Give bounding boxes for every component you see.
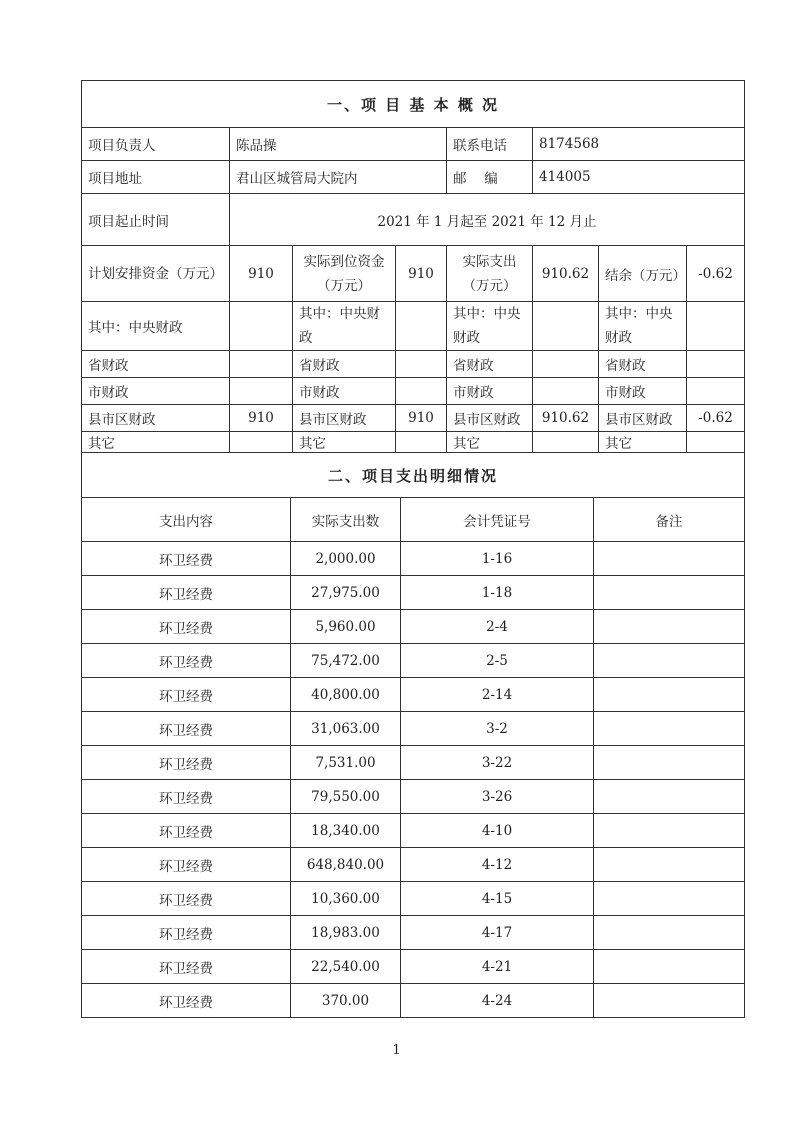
source-label: 市财政 — [447, 378, 533, 405]
table-row — [82, 882, 745, 916]
row-content: 环卫经费 — [82, 746, 291, 780]
source-label: 其它 — [599, 432, 687, 453]
table-row — [82, 576, 745, 610]
table-row — [82, 950, 745, 984]
table-row — [82, 610, 745, 644]
source-value — [687, 351, 745, 378]
source-value: -0.62 — [687, 405, 745, 432]
source-label: 其中：中央财政 — [82, 302, 230, 351]
expenditure-detail-table — [81, 452, 745, 1018]
row-note — [594, 950, 745, 984]
row-note — [594, 984, 745, 1018]
actual-expenditure-label: 实际支出（万元） — [447, 246, 533, 302]
address-label: 项目地址 — [82, 161, 230, 194]
source-label: 其它 — [82, 432, 230, 453]
row-note — [594, 678, 745, 712]
source-value: 910 — [230, 405, 293, 432]
row-content: 环卫经费 — [82, 542, 291, 576]
row-amount: 5,960.00 — [291, 610, 401, 644]
row-content: 环卫经费 — [82, 814, 291, 848]
source-label: 其它 — [447, 432, 533, 453]
page-number: 1 — [392, 1043, 401, 1058]
row-amount: 648,840.00 — [291, 848, 401, 882]
row-content: 环卫经费 — [82, 916, 291, 950]
source-label: 省财政 — [293, 351, 396, 378]
source-label: 其中：中央财政 — [293, 302, 396, 351]
source-label: 省财政 — [447, 351, 533, 378]
row-note — [594, 610, 745, 644]
row-note — [594, 712, 745, 746]
source-value — [533, 432, 599, 453]
row-content: 环卫经费 — [82, 780, 291, 814]
header-voucher: 会计凭证号 — [401, 498, 594, 542]
planned-funds-label: 计划安排资金（万元） — [82, 246, 230, 302]
source-value — [533, 302, 599, 351]
source-value — [687, 302, 745, 351]
row-note — [594, 814, 745, 848]
row-note — [594, 780, 745, 814]
section1-title: 一、项 目 基 本 概 况 — [82, 81, 745, 128]
source-value — [687, 432, 745, 453]
row-note — [594, 542, 745, 576]
section2-title: 二、项目支出明细情况 — [82, 453, 745, 498]
row-voucher: 4-10 — [401, 814, 594, 848]
row-note — [594, 848, 745, 882]
source-label: 其中：中央财政 — [447, 302, 533, 351]
table-row — [82, 746, 745, 780]
row-content: 环卫经费 — [82, 882, 291, 916]
source-label: 县市区财政 — [82, 405, 230, 432]
row-voucher: 2-5 — [401, 644, 594, 678]
row-note — [594, 882, 745, 916]
row-content: 环卫经费 — [82, 678, 291, 712]
leader-label: 项目负责人 — [82, 128, 230, 161]
row-amount: 18,340.00 — [291, 814, 401, 848]
row-note — [594, 746, 745, 780]
row-amount: 7,531.00 — [291, 746, 401, 780]
source-label: 县市区财政 — [293, 405, 396, 432]
source-value — [396, 432, 447, 453]
table-row — [82, 542, 745, 576]
row-amount: 79,550.00 — [291, 780, 401, 814]
table-row — [82, 916, 745, 950]
document-sheet — [81, 80, 744, 1018]
balance-value: -0.62 — [687, 246, 745, 302]
row-amount: 10,360.00 — [291, 882, 401, 916]
source-value — [396, 351, 447, 378]
postcode-value: 414005 — [533, 161, 745, 194]
actual-funds-value: 910 — [396, 246, 447, 302]
row-voucher: 4-12 — [401, 848, 594, 882]
phone-value: 8174568 — [533, 128, 745, 161]
source-label: 市财政 — [599, 378, 687, 405]
row-voucher: 4-21 — [401, 950, 594, 984]
table-row — [82, 678, 745, 712]
row-content: 环卫经费 — [82, 848, 291, 882]
actual-funds-label: 实际到位资金（万元） — [293, 246, 396, 302]
balance-label: 结余（万元） — [599, 246, 687, 302]
row-amount: 27,975.00 — [291, 576, 401, 610]
source-value — [687, 378, 745, 405]
row-note — [594, 576, 745, 610]
row-note — [594, 644, 745, 678]
source-value: 910.62 — [533, 405, 599, 432]
source-value — [533, 351, 599, 378]
source-label: 省财政 — [599, 351, 687, 378]
row-amount: 40,800.00 — [291, 678, 401, 712]
row-amount: 31,063.00 — [291, 712, 401, 746]
row-voucher: 4-17 — [401, 916, 594, 950]
source-label: 市财政 — [82, 378, 230, 405]
source-value — [396, 378, 447, 405]
table-row — [82, 848, 745, 882]
row-voucher: 1-18 — [401, 576, 594, 610]
source-value — [230, 302, 293, 351]
row-voucher: 2-4 — [401, 610, 594, 644]
table-row — [82, 780, 745, 814]
row-voucher: 4-24 — [401, 984, 594, 1018]
source-label: 县市区财政 — [599, 405, 687, 432]
row-voucher: 3-22 — [401, 746, 594, 780]
project-overview-table — [81, 80, 745, 453]
row-content: 环卫经费 — [82, 610, 291, 644]
source-value — [396, 302, 447, 351]
period-value: 2021 年 1 月起至 2021 年 12 月止 — [230, 194, 745, 246]
row-amount: 22,540.00 — [291, 950, 401, 984]
source-value — [533, 378, 599, 405]
source-value — [230, 432, 293, 453]
row-content: 环卫经费 — [82, 950, 291, 984]
row-content: 环卫经费 — [82, 712, 291, 746]
period-label: 项目起止时间 — [82, 194, 230, 246]
row-voucher: 2-14 — [401, 678, 594, 712]
row-content: 环卫经费 — [82, 576, 291, 610]
row-voucher: 4-15 — [401, 882, 594, 916]
phone-label: 联系电话 — [447, 128, 533, 161]
header-amount: 实际支出数 — [291, 498, 401, 542]
source-value: 910 — [396, 405, 447, 432]
row-content: 环卫经费 — [82, 984, 291, 1018]
row-content: 环卫经费 — [82, 644, 291, 678]
table-row — [82, 814, 745, 848]
row-amount: 370.00 — [291, 984, 401, 1018]
source-label: 县市区财政 — [447, 405, 533, 432]
header-note: 备注 — [594, 498, 745, 542]
planned-funds-value: 910 — [230, 246, 293, 302]
source-label: 省财政 — [82, 351, 230, 378]
row-note — [594, 916, 745, 950]
address-value: 君山区城管局大院内 — [230, 161, 447, 194]
row-voucher: 1-16 — [401, 542, 594, 576]
header-content: 支出内容 — [82, 498, 291, 542]
leader-value: 陈品操 — [230, 128, 447, 161]
table-row — [82, 644, 745, 678]
table-row — [82, 712, 745, 746]
row-amount: 75,472.00 — [291, 644, 401, 678]
row-voucher: 3-2 — [401, 712, 594, 746]
source-label: 其它 — [293, 432, 396, 453]
row-amount: 18,983.00 — [291, 916, 401, 950]
source-value — [230, 378, 293, 405]
table-row — [82, 984, 745, 1018]
postcode-label: 邮 编 — [447, 161, 533, 194]
source-value — [230, 351, 293, 378]
actual-expenditure-value: 910.62 — [533, 246, 599, 302]
row-voucher: 3-26 — [401, 780, 594, 814]
row-amount: 2,000.00 — [291, 542, 401, 576]
source-label: 市财政 — [293, 378, 396, 405]
source-label: 其中：中央财政 — [599, 302, 687, 351]
